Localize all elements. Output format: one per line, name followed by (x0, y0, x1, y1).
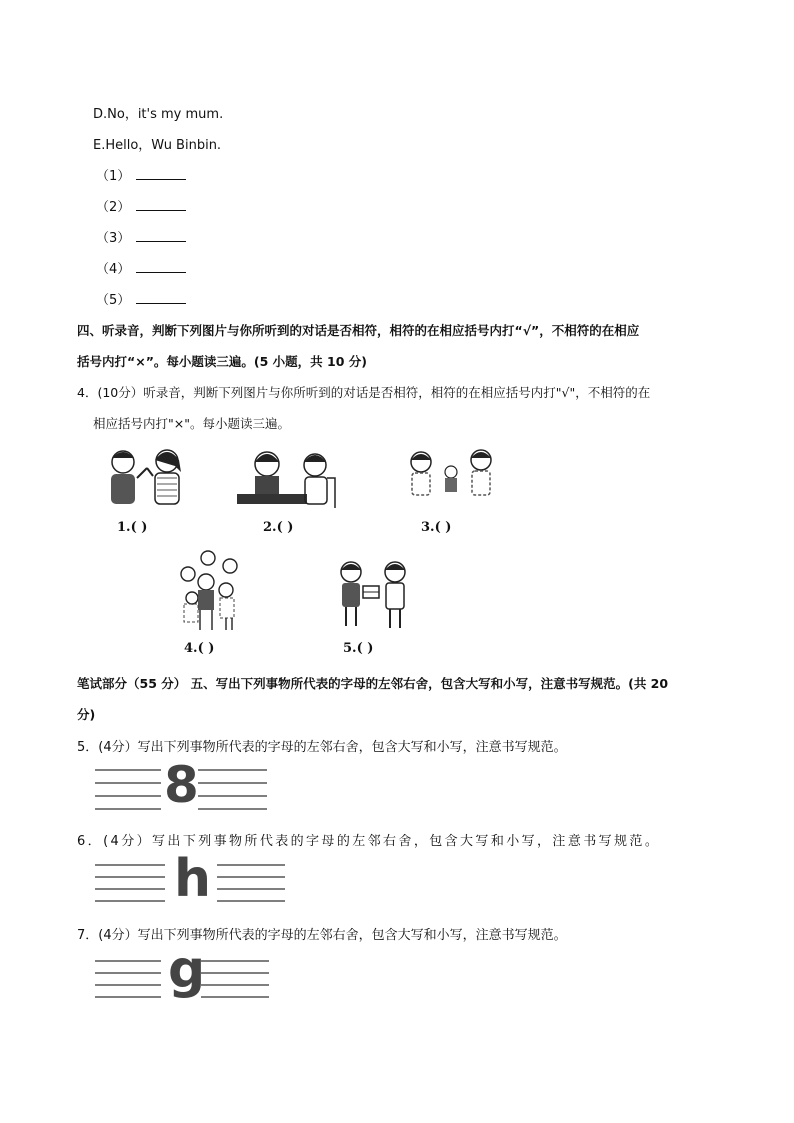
section4-heading-line2: 括号内打“×”。每小题读三遍。(5 小题，共 10 分) (77, 354, 367, 369)
letter-picture-5: 8 (164, 756, 199, 814)
answer-blank-4[interactable] (96, 258, 186, 277)
answer-blank-label: （1） (96, 169, 131, 184)
picture-4-label: 4.( ) (184, 641, 215, 656)
picture-3-label: 3.( ) (421, 520, 452, 535)
question-7: 7．(4分）写出下列事物所代表的字母的左邻右舍，包含大写和小写，注意书写规范。 (77, 928, 567, 943)
question-6: 6．(4分）写出下列事物所代表的字母的左邻右舍，包含大写和小写，注意书写规范。 (77, 834, 661, 849)
picture-1-label: 1.( ) (117, 520, 148, 535)
picture-5-label: 5.( ) (343, 641, 374, 656)
answer-blank-5[interactable] (96, 289, 186, 308)
written-section-heading-line2: 分) (77, 707, 96, 722)
answer-blank-1[interactable] (96, 165, 186, 184)
answer-blank-label: （5） (96, 293, 131, 308)
question-4-line1: 4．(10分）听录音，判断下列图片与你所听到的对话是否相符，相符的在相应括号内打"√"，不相符的在 (77, 385, 651, 400)
answer-line (136, 291, 186, 304)
written-section-heading-line1: 笔试部分（55 分） 五、写出下列事物所代表的字母的左邻右舍，包含大写和小写，注意书写规范。(共 20 (77, 676, 669, 691)
picture-1-greeting (97, 446, 197, 512)
answer-line (136, 167, 186, 180)
answer-line (136, 260, 186, 273)
letter-picture-7: g (168, 940, 206, 1000)
answer-blank-label: （4） (96, 262, 131, 277)
answer-blank-label: （2） (96, 200, 131, 215)
picture-5-gift (337, 560, 411, 630)
option-d: D.No，it's my mum. (93, 107, 224, 122)
answer-line (136, 198, 186, 211)
picture-3-meeting (403, 446, 498, 512)
picture-2-label: 2.( ) (263, 520, 294, 535)
section4-heading-line1: 四、听录音，判断下列图片与你所听到的对话是否相符，相符的在相应括号内打“√”，不相符的在相应 (77, 323, 640, 338)
answer-line (136, 229, 186, 242)
option-e: E.Hello，Wu Binbin. (93, 138, 222, 153)
answer-blank-label: （3） (96, 231, 131, 246)
answer-blank-3[interactable] (96, 227, 186, 246)
question-4-line2: 相应括号内打"×"。每小题读三遍。 (93, 416, 290, 431)
picture-2-desk (235, 448, 340, 512)
answer-blank-2[interactable] (96, 196, 186, 215)
question-5: 5．(4分）写出下列事物所代表的字母的左邻右舍，包含大写和小写，注意书写规范。 (77, 740, 567, 755)
letter-picture-6: h (174, 849, 212, 909)
picture-4-family (178, 548, 242, 632)
